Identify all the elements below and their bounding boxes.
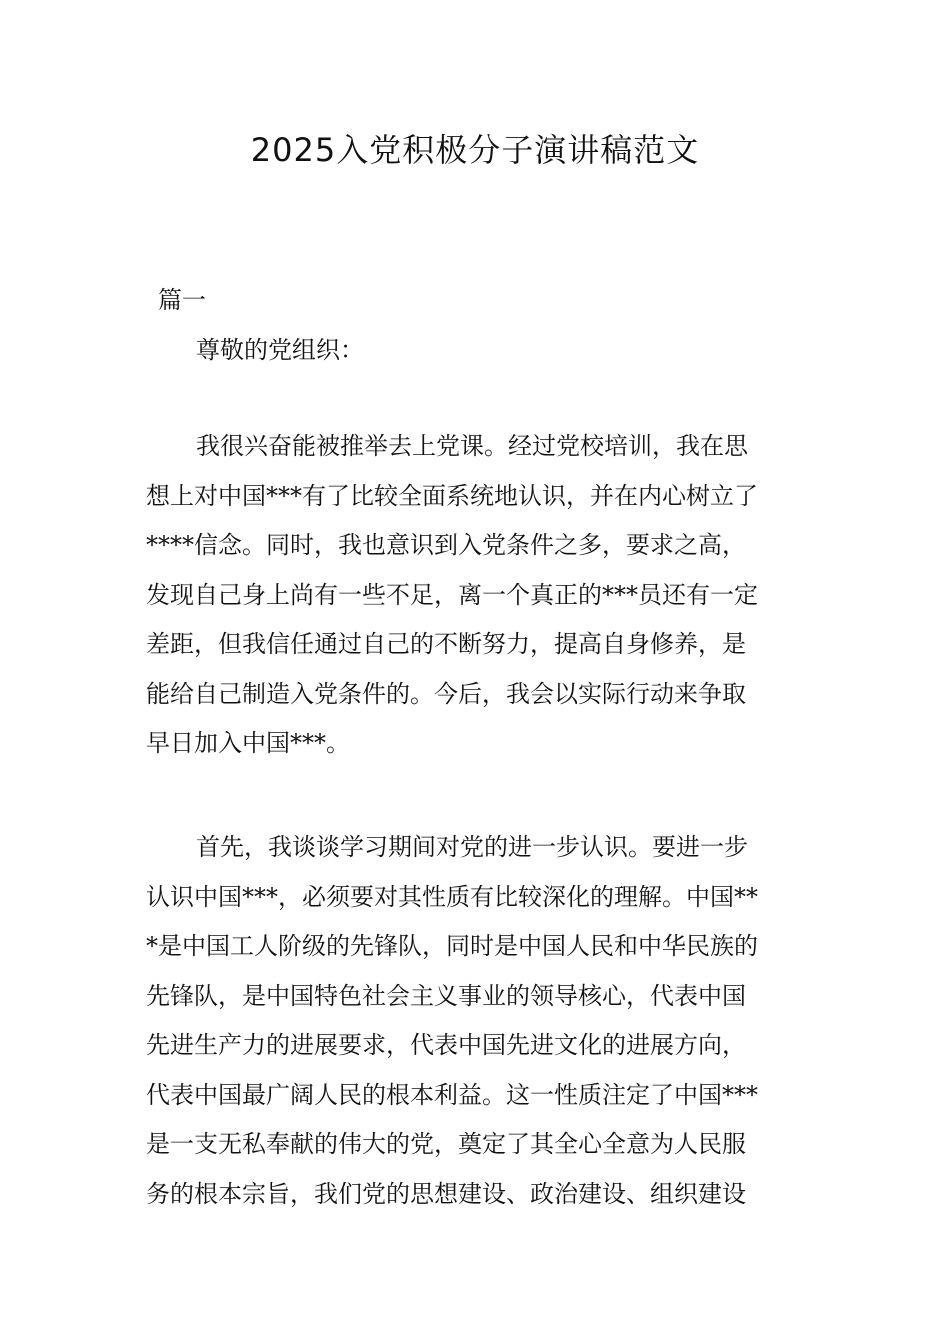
paragraph-line: 先进生产力的进展要求，代表中国先进文化的进展方向， bbox=[146, 1031, 746, 1059]
paragraph-line: 认识中国***，必须要对其性质有比较深化的理解。中国** bbox=[146, 882, 758, 911]
paragraph-line: 首先，我谈谈学习期间对党的进一步认识。要进一步 bbox=[196, 833, 748, 861]
paragraph-line: 发现自己身上尚有一些不足，离一个真正的***员还有一定 bbox=[146, 580, 758, 609]
section-label: 篇一 bbox=[158, 286, 206, 314]
page-title: 2025入党积极分子演讲稿范文 bbox=[250, 131, 700, 169]
paragraph-line: ****信念。同时，我也意识到入党条件之多，要求之高， bbox=[146, 531, 746, 559]
salutation: 尊敬的党组织： bbox=[196, 336, 364, 364]
paragraph-2 bbox=[146, 823, 818, 1219]
paragraph-line: 先锋队，是中国特色社会主义事业的领导核心，代表中国 bbox=[146, 981, 746, 1010]
paragraph-line: 是一支无私奉献的伟大的党，奠定了其全心全意为人民服 bbox=[146, 1130, 746, 1158]
paragraph-line: 早日加入中国***。 bbox=[146, 729, 350, 757]
paragraph-line: *是中国工人阶级的先锋队，同时是中国人民和中华民族的 bbox=[146, 932, 758, 960]
paragraph-line: 想上对中国***有了比较全面系统地认识，并在内心树立了 bbox=[146, 481, 758, 510]
paragraph-line: 代表中国最广阔人民的根本利益。这一性质注定了中国*** bbox=[146, 1080, 758, 1109]
paragraph-line: 能给自己制造入党条件的。今后，我会以实际行动来争取 bbox=[146, 679, 746, 708]
paragraph-line: 务的根本宗旨，我们党的思想建设、政治建设、组织建设 bbox=[146, 1179, 746, 1208]
paragraph-line: 差距，但我信任通过自己的不断努力，提高自身修养，是 bbox=[146, 630, 746, 658]
paragraph-1 bbox=[146, 422, 818, 769]
paragraph-line: 我很兴奋能被推举去上党课。经过党校培训，我在思 bbox=[196, 432, 748, 460]
